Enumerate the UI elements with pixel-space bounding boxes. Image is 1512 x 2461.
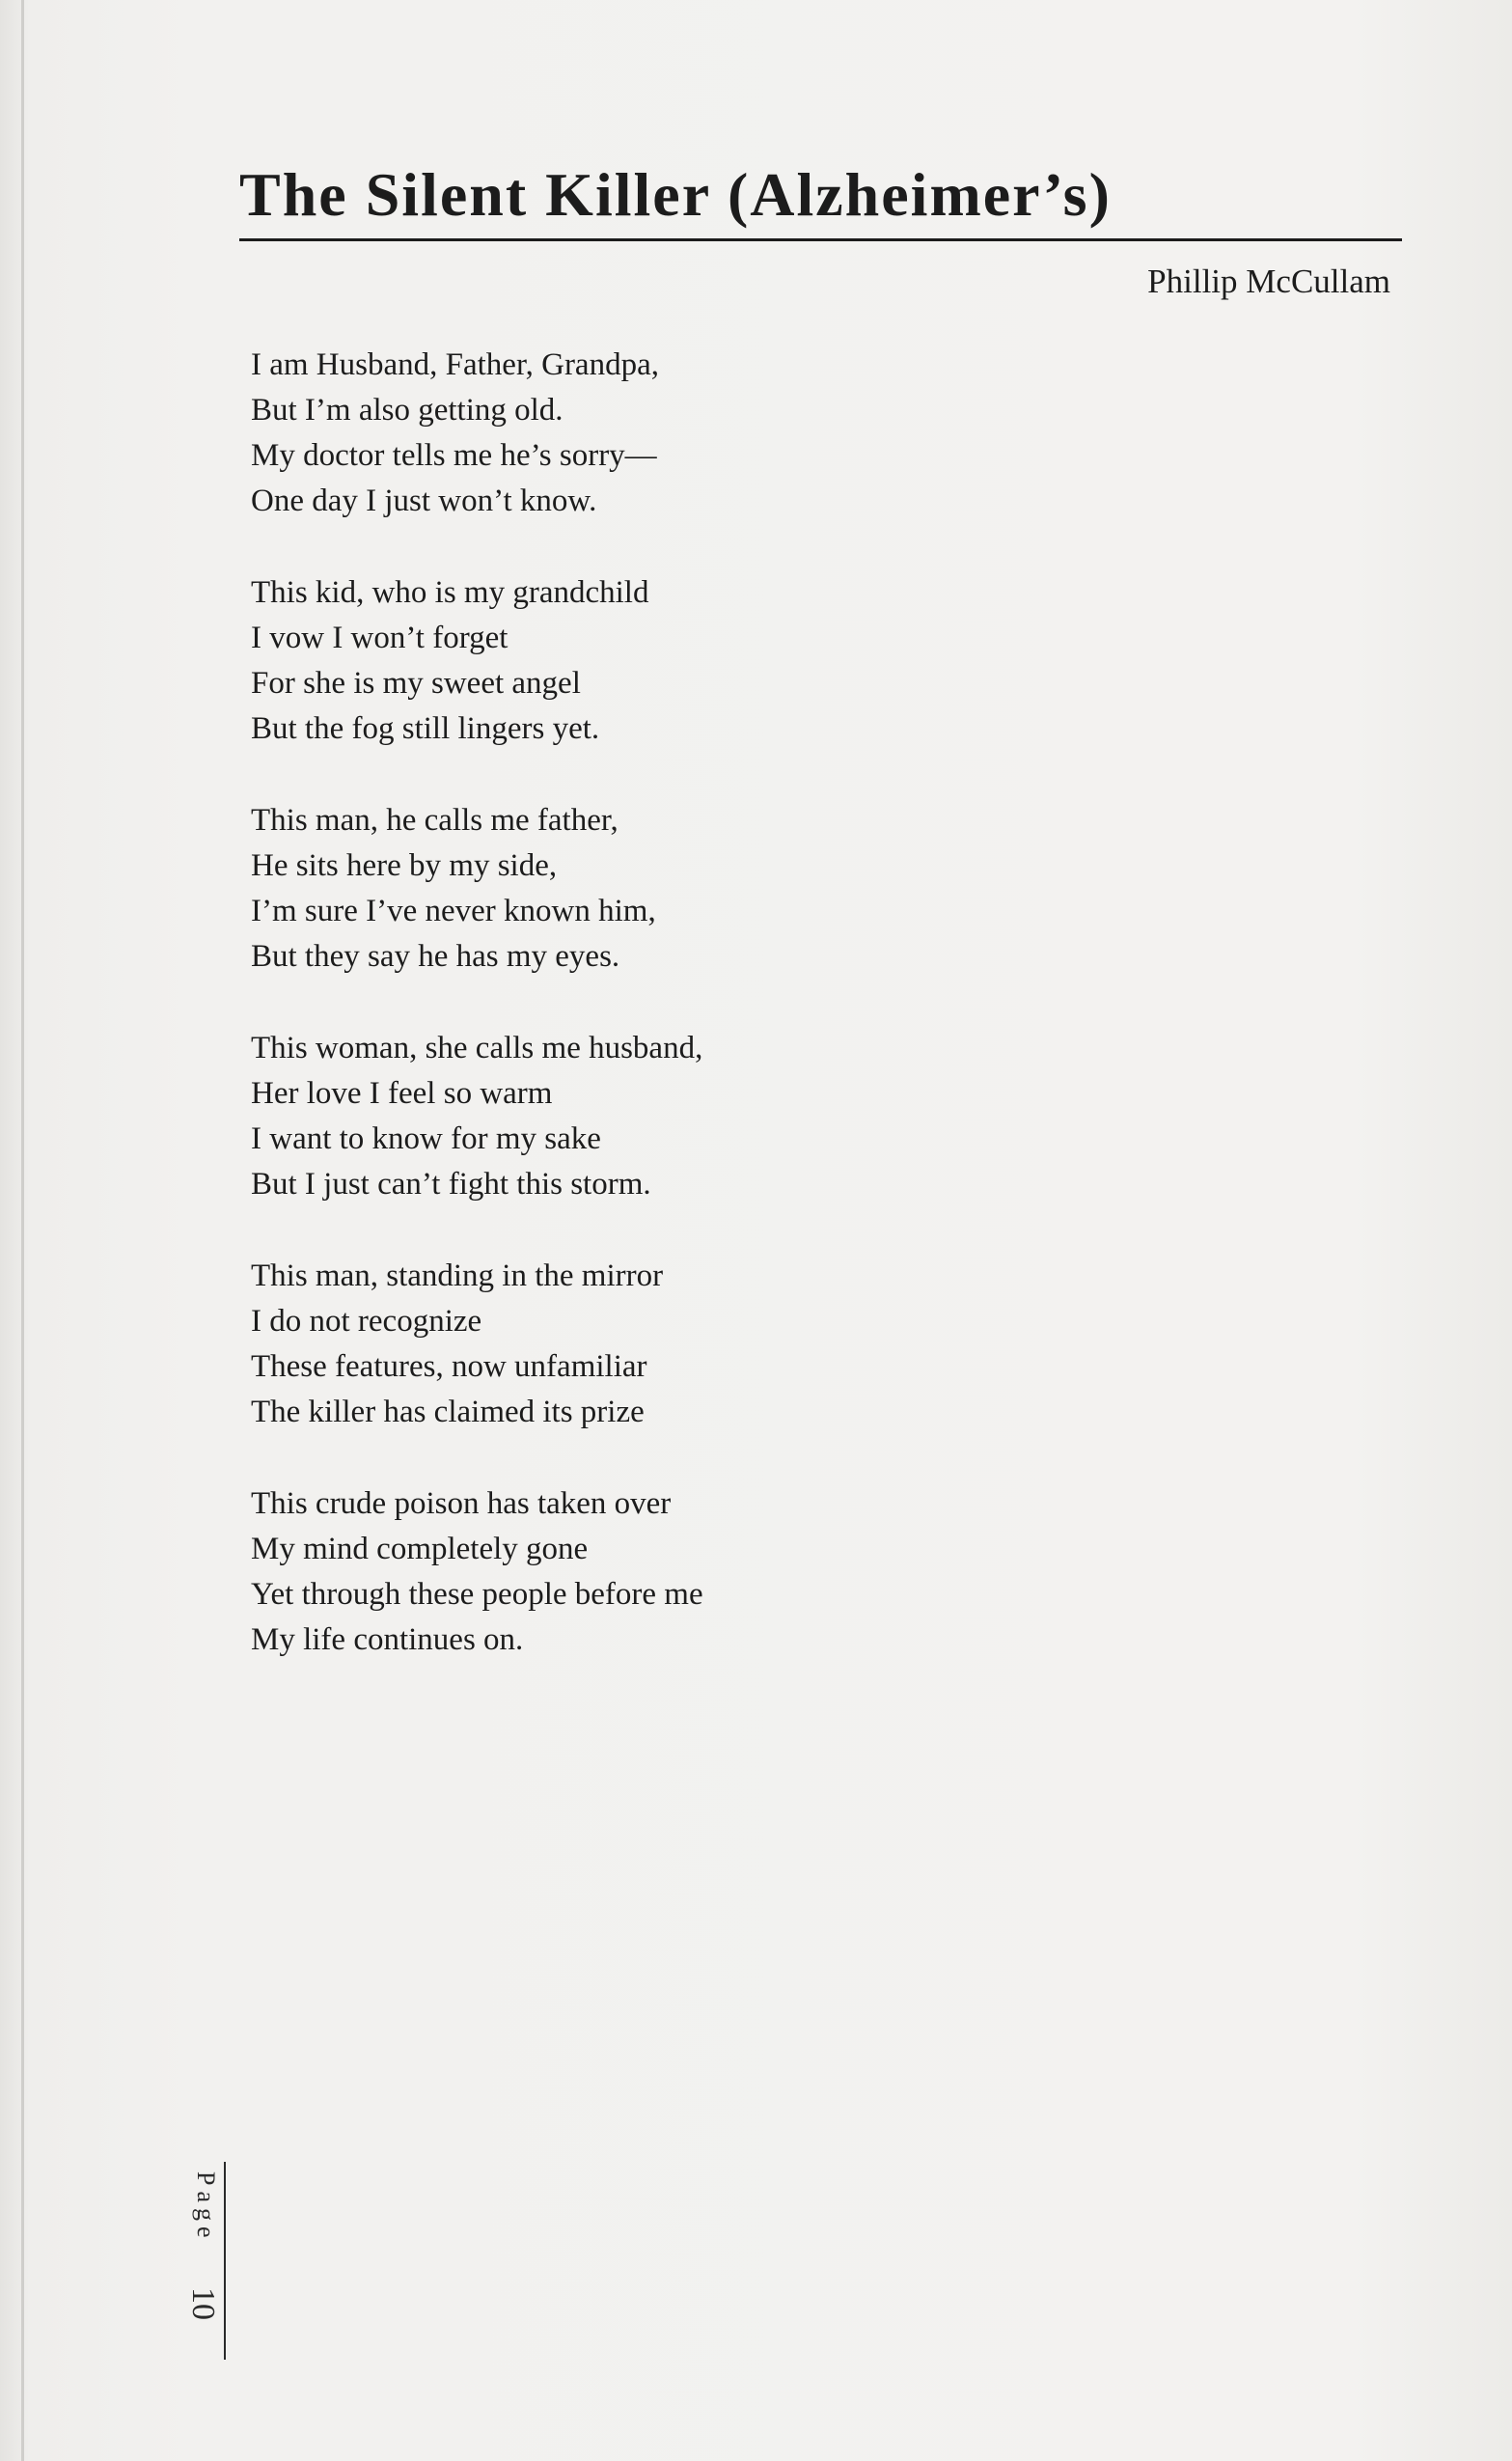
poem-line: For she is my sweet angel — [251, 666, 581, 701]
poem-line: This kid, who is my grandchild — [251, 575, 649, 610]
poem-line: This man, standing in the mirror — [251, 1258, 664, 1293]
page-number-marker — [183, 2162, 241, 2364]
poem-line: I do not recognize — [251, 1304, 482, 1339]
author-name: Phillip McCullam — [1147, 263, 1390, 300]
poem-line: This crude poison has taken over — [251, 1486, 672, 1521]
poem-line: I want to know for my sake — [251, 1121, 601, 1156]
poem-line: He sits here by my side, — [251, 848, 558, 883]
poem-line: My mind completely gone — [251, 1532, 589, 1566]
stanza-4 — [251, 1026, 1312, 1207]
poem-line: I am Husband, Father, Grandpa, — [251, 347, 659, 382]
poem-line: Her love I feel so warm — [251, 1076, 553, 1111]
poem-line: I’m sure I’ve never known him, — [251, 894, 656, 928]
poem-line: This woman, she calls me husband, — [251, 1031, 703, 1065]
poem-line: But the fog still lingers yet. — [251, 711, 600, 746]
page-spine-edge — [21, 0, 24, 2461]
poem-line: But they say he has my eyes. — [251, 939, 620, 974]
stanza-1 — [251, 343, 1312, 524]
page-label: Page — [192, 2171, 220, 2244]
page-marker-rule — [224, 2162, 226, 2360]
poem-line: But I just can’t fight this storm. — [251, 1167, 651, 1202]
page-number: 10 — [185, 2287, 221, 2320]
stanza-3 — [251, 798, 1312, 980]
poem-line: This man, he calls me father, — [251, 803, 619, 838]
poem-line: Yet through these people before me — [251, 1577, 703, 1612]
poem-body — [251, 343, 1312, 1709]
stanza-6 — [251, 1481, 1312, 1663]
poem-line: My life continues on. — [251, 1622, 524, 1657]
poem-line: These features, now unfamiliar — [251, 1349, 647, 1384]
poem-line: I vow I won’t forget — [251, 621, 509, 655]
stanza-5 — [251, 1254, 1312, 1435]
poem-title: The Silent Killer (Alzheimer’s) — [239, 160, 1112, 229]
stanza-2 — [251, 570, 1312, 752]
poem-line: But I’m also getting old. — [251, 393, 564, 428]
poem-line: The killer has claimed its prize — [251, 1395, 645, 1429]
title-underline — [239, 238, 1402, 241]
poem-line: One day I just won’t know. — [251, 484, 597, 518]
poem-line: My doctor tells me he’s sorry— — [251, 438, 657, 473]
